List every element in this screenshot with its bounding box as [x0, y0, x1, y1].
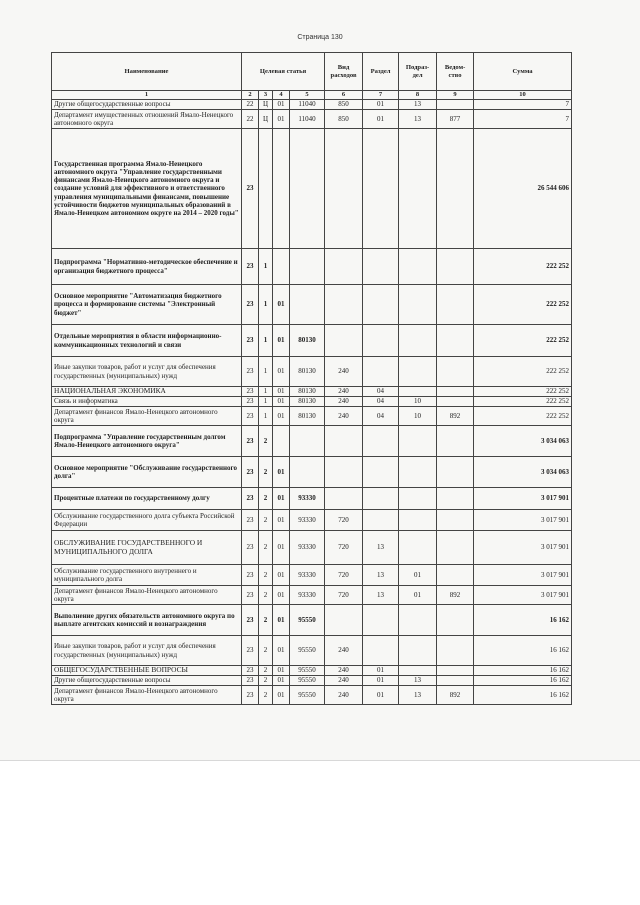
table-row: [52, 565, 572, 586]
cell-name: ОБСЛУЖИВАНИЕ ГОСУДАРСТВЕННОГО И МУНИЦИПАЛЬНОГО ДОЛГА: [52, 531, 242, 565]
cell-dept: [437, 357, 474, 387]
cell-name: Другие общегосударственные вопросы: [52, 100, 242, 110]
table-row: [52, 531, 572, 565]
cell-target-subprogram: 2: [259, 686, 273, 705]
cell-section: [363, 426, 399, 457]
cell-target-program: 22: [242, 110, 259, 129]
cell-dept: [437, 531, 474, 565]
cell-name: Другие общегосударственные вопросы: [52, 676, 242, 686]
cell-target-activity: 01: [273, 387, 290, 397]
table-row: [52, 457, 572, 488]
cell-target-direction: 93330: [290, 510, 325, 531]
column-number: 6: [325, 91, 363, 100]
cell-dept: [437, 387, 474, 397]
table-row: [52, 325, 572, 357]
table-row: [52, 510, 572, 531]
table-row: [52, 666, 572, 676]
cell-sum: 222 252: [474, 249, 572, 285]
cell-name: Отдельные мероприятия в области информационно-коммуникационных технологий и связи: [52, 325, 242, 357]
cell-dept: [437, 488, 474, 510]
cell-section: [363, 285, 399, 325]
cell-section: 01: [363, 100, 399, 110]
cell-target-activity: [273, 249, 290, 285]
cell-name: Обслуживание государственного долга субъекта Российской Федерации: [52, 510, 242, 531]
cell-target-program: 23: [242, 357, 259, 387]
cell-subsection: [399, 457, 437, 488]
cell-name: Основное мероприятие "Автоматизация бюджетного процесса и формирование системы "Электронный бюджет": [52, 285, 242, 325]
cell-target-direction: 93330: [290, 565, 325, 586]
cell-section: [363, 249, 399, 285]
cell-expense-type: 720: [325, 586, 363, 605]
cell-name: Связь и информатика: [52, 397, 242, 407]
cell-name: Иные закупки товаров, работ и услуг для обеспечения государственных (муниципальных) нужд: [52, 357, 242, 387]
cell-target-subprogram: 2: [259, 666, 273, 676]
cell-target-program: 23: [242, 676, 259, 686]
cell-section: [363, 357, 399, 387]
table-row: [52, 686, 572, 705]
cell-sum: 222 252: [474, 325, 572, 357]
cell-expense-type: 850: [325, 100, 363, 110]
cell-dept: [437, 426, 474, 457]
cell-target-subprogram: 1: [259, 249, 273, 285]
table-row: [52, 249, 572, 285]
cell-target-activity: 01: [273, 457, 290, 488]
cell-target-activity: 01: [273, 397, 290, 407]
cell-target-program: 22: [242, 100, 259, 110]
table-body: [52, 100, 572, 705]
cell-sum: 7: [474, 100, 572, 110]
cell-target-activity: 01: [273, 407, 290, 426]
cell-target-activity: 01: [273, 636, 290, 666]
cell-target-direction: 93330: [290, 586, 325, 605]
cell-name: Департамент финансов Ямало-Ненецкого автономного округа: [52, 586, 242, 605]
header-dept: Ведом-ство: [437, 53, 474, 91]
cell-subsection: [399, 666, 437, 676]
cell-dept: 877: [437, 110, 474, 129]
cell-expense-type: 240: [325, 397, 363, 407]
header-sum: Сумма: [474, 53, 572, 91]
cell-target-activity: 01: [273, 565, 290, 586]
cell-target-direction: 95550: [290, 636, 325, 666]
cell-sum: 16 162: [474, 636, 572, 666]
cell-target-subprogram: 2: [259, 636, 273, 666]
cell-target-direction: [290, 457, 325, 488]
cell-target-direction: [290, 285, 325, 325]
cell-sum: 16 162: [474, 666, 572, 676]
column-number: 9: [437, 91, 474, 100]
table-row: [52, 110, 572, 129]
cell-target-program: 23: [242, 387, 259, 397]
cell-sum: 222 252: [474, 357, 572, 387]
cell-subsection: [399, 249, 437, 285]
cell-sum: 3 017 901: [474, 488, 572, 510]
cell-target-subprogram: 2: [259, 605, 273, 636]
cell-name: Обслуживание государственного внутреннего и муниципального долга: [52, 565, 242, 586]
cell-target-program: 23: [242, 129, 259, 249]
cell-dept: [437, 457, 474, 488]
cell-sum: 3 034 063: [474, 426, 572, 457]
column-number: 10: [474, 91, 572, 100]
cell-name: ОБЩЕГОСУДАРСТВЕННЫЕ ВОПРОСЫ: [52, 666, 242, 676]
cell-subsection: [399, 387, 437, 397]
cell-expense-type: 240: [325, 666, 363, 676]
table-row: [52, 387, 572, 397]
cell-expense-type: [325, 605, 363, 636]
header-section: Раздел: [363, 53, 399, 91]
budget-table: [51, 52, 572, 705]
table-row: [52, 407, 572, 426]
table-row: [52, 129, 572, 249]
cell-dept: [437, 100, 474, 110]
cell-target-direction: 11040: [290, 100, 325, 110]
cell-name: Департамент финансов Ямало-Ненецкого автономного округа: [52, 407, 242, 426]
cell-target-direction: 95550: [290, 666, 325, 676]
cell-expense-type: 240: [325, 676, 363, 686]
header-target: Целевая статья: [242, 53, 325, 91]
cell-expense-type: 240: [325, 357, 363, 387]
cell-section: 04: [363, 407, 399, 426]
column-number: 1: [52, 91, 242, 100]
cell-name: Государственная программа Ямало-Ненецкого автономного округа "Управление государственными финансами Ямало-Ненецкого автономного округа и создание условий для эффективного и ответственного управления муниципальными финансами, повышение устойчивости бюджетов муниципальных образований в Ямало-Ненецком автономном округе на 2014 – 2020 годы": [52, 129, 242, 249]
cell-target-activity: 01: [273, 510, 290, 531]
cell-dept: [437, 510, 474, 531]
cell-name: Подпрограмма "Нормативно-методическое обеспечение и организация бюджетного процесса": [52, 249, 242, 285]
cell-expense-type: [325, 129, 363, 249]
cell-name: Выполнение других обязательств автономного округа по выплате агентских комиссий и вознаграждения: [52, 605, 242, 636]
cell-subsection: 13: [399, 676, 437, 686]
header-subsection: Подраз-дел: [399, 53, 437, 91]
cell-target-subprogram: 2: [259, 510, 273, 531]
cell-subsection: [399, 129, 437, 249]
cell-sum: 222 252: [474, 407, 572, 426]
cell-target-activity: 01: [273, 325, 290, 357]
cell-name: Основное мероприятие "Обслуживание государственного долга": [52, 457, 242, 488]
cell-target-direction: [290, 426, 325, 457]
cell-section: 13: [363, 586, 399, 605]
cell-target-activity: 01: [273, 100, 290, 110]
cell-dept: [437, 666, 474, 676]
cell-expense-type: [325, 457, 363, 488]
cell-expense-type: [325, 249, 363, 285]
cell-section: [363, 488, 399, 510]
column-number-row: [52, 91, 572, 100]
cell-target-activity: 01: [273, 531, 290, 565]
table-row: [52, 636, 572, 666]
cell-target-subprogram: 2: [259, 457, 273, 488]
table-row: [52, 426, 572, 457]
cell-sum: 3 034 063: [474, 457, 572, 488]
cell-expense-type: 240: [325, 407, 363, 426]
cell-subsection: [399, 325, 437, 357]
cell-target-subprogram: 1: [259, 285, 273, 325]
cell-expense-type: 720: [325, 510, 363, 531]
cell-name: НАЦИОНАЛЬНАЯ ЭКОНОМИКА: [52, 387, 242, 397]
table-header: [52, 53, 572, 100]
cell-target-program: 23: [242, 605, 259, 636]
table-row: [52, 285, 572, 325]
cell-target-subprogram: 1: [259, 407, 273, 426]
cell-target-direction: 93330: [290, 488, 325, 510]
cell-subsection: 10: [399, 397, 437, 407]
cell-subsection: 01: [399, 586, 437, 605]
cell-target-activity: 01: [273, 488, 290, 510]
table-row: [52, 397, 572, 407]
cell-subsection: [399, 605, 437, 636]
cell-subsection: [399, 510, 437, 531]
cell-target-program: 23: [242, 249, 259, 285]
cell-target-direction: [290, 249, 325, 285]
cell-target-direction: 80130: [290, 397, 325, 407]
cell-dept: [437, 605, 474, 636]
cell-subsection: 01: [399, 565, 437, 586]
cell-target-subprogram: 2: [259, 586, 273, 605]
cell-target-direction: 95550: [290, 676, 325, 686]
cell-name: Департамент финансов Ямало-Ненецкого автономного округа: [52, 686, 242, 705]
cell-expense-type: [325, 488, 363, 510]
cell-target-direction: 95550: [290, 686, 325, 705]
cell-sum: 7: [474, 110, 572, 129]
header-name: Наименование: [52, 53, 242, 91]
cell-sum: 16 162: [474, 676, 572, 686]
cell-section: 01: [363, 110, 399, 129]
table-row: [52, 605, 572, 636]
table-row: [52, 357, 572, 387]
cell-target-direction: 80130: [290, 325, 325, 357]
column-number: 2: [242, 91, 259, 100]
cell-target-program: 23: [242, 510, 259, 531]
cell-section: [363, 325, 399, 357]
column-number: 3: [259, 91, 273, 100]
cell-target-subprogram: 2: [259, 676, 273, 686]
cell-target-subprogram: 2: [259, 565, 273, 586]
cell-target-program: 23: [242, 285, 259, 325]
cell-expense-type: 720: [325, 565, 363, 586]
cell-sum: 222 252: [474, 397, 572, 407]
column-number: 7: [363, 91, 399, 100]
cell-target-activity: 01: [273, 285, 290, 325]
cell-target-direction: 80130: [290, 407, 325, 426]
column-number: 5: [290, 91, 325, 100]
cell-target-program: 23: [242, 636, 259, 666]
cell-name: Подпрограмма "Управление государственным долгом Ямало-Ненецкого автономного округа": [52, 426, 242, 457]
cell-section: 13: [363, 531, 399, 565]
page-label: Страница 130: [297, 34, 343, 41]
cell-subsection: [399, 531, 437, 565]
cell-dept: 892: [437, 407, 474, 426]
cell-expense-type: [325, 426, 363, 457]
cell-sum: 3 017 901: [474, 510, 572, 531]
cell-target-program: 23: [242, 565, 259, 586]
cell-subsection: [399, 285, 437, 325]
cell-expense-type: [325, 325, 363, 357]
cell-target-program: 23: [242, 531, 259, 565]
cell-target-subprogram: 2: [259, 488, 273, 510]
cell-sum: 26 544 606: [474, 129, 572, 249]
cell-target-subprogram: 1: [259, 397, 273, 407]
cell-section: 01: [363, 676, 399, 686]
cell-target-program: 23: [242, 686, 259, 705]
cell-section: [363, 129, 399, 249]
cell-target-subprogram: 1: [259, 387, 273, 397]
cell-target-subprogram: 2: [259, 426, 273, 457]
cell-section: [363, 510, 399, 531]
cell-expense-type: 240: [325, 686, 363, 705]
cell-section: 01: [363, 666, 399, 676]
cell-name: Процентные платежи по государственному долгу: [52, 488, 242, 510]
cell-subsection: [399, 636, 437, 666]
cell-section: 01: [363, 686, 399, 705]
column-number: 4: [273, 91, 290, 100]
cell-expense-type: 720: [325, 531, 363, 565]
header-expense-type: Вид расходов: [325, 53, 363, 91]
cell-expense-type: 240: [325, 387, 363, 397]
cell-subsection: [399, 488, 437, 510]
cell-sum: 3 017 901: [474, 531, 572, 565]
cell-dept: [437, 325, 474, 357]
cell-subsection: 10: [399, 407, 437, 426]
cell-target-activity: [273, 426, 290, 457]
cell-target-program: 23: [242, 457, 259, 488]
cell-dept: [437, 397, 474, 407]
cell-target-subprogram: 1: [259, 357, 273, 387]
cell-dept: [437, 636, 474, 666]
cell-target-subprogram: Ц: [259, 110, 273, 129]
cell-target-direction: 80130: [290, 387, 325, 397]
table-row: [52, 586, 572, 605]
cell-dept: [437, 676, 474, 686]
cell-target-direction: 80130: [290, 357, 325, 387]
cell-target-direction: 11040: [290, 110, 325, 129]
cell-expense-type: [325, 285, 363, 325]
cell-sum: 3 017 901: [474, 586, 572, 605]
cell-subsection: 13: [399, 686, 437, 705]
cell-target-program: 23: [242, 488, 259, 510]
cell-target-activity: 01: [273, 686, 290, 705]
cell-subsection: [399, 426, 437, 457]
cell-target-activity: 01: [273, 586, 290, 605]
cell-section: 04: [363, 387, 399, 397]
cell-name: Иные закупки товаров, работ и услуг для обеспечения государственных (муниципальных) нужд: [52, 636, 242, 666]
cell-sum: 222 252: [474, 387, 572, 397]
cell-expense-type: 850: [325, 110, 363, 129]
cell-section: [363, 605, 399, 636]
cell-sum: 16 162: [474, 605, 572, 636]
cell-sum: 16 162: [474, 686, 572, 705]
cell-section: [363, 636, 399, 666]
cell-name: Департамент имущественных отношений Ямало-Ненецкого автономного округа: [52, 110, 242, 129]
cell-target-program: 23: [242, 325, 259, 357]
cell-target-activity: 01: [273, 666, 290, 676]
table-row: [52, 488, 572, 510]
cell-dept: [437, 565, 474, 586]
cell-target-program: 23: [242, 397, 259, 407]
cell-dept: 892: [437, 586, 474, 605]
cell-target-program: 23: [242, 586, 259, 605]
cell-sum: 222 252: [474, 285, 572, 325]
cell-subsection: [399, 357, 437, 387]
cell-dept: [437, 249, 474, 285]
cell-section: 13: [363, 565, 399, 586]
cell-sum: 3 017 901: [474, 565, 572, 586]
cell-target-program: 23: [242, 666, 259, 676]
cell-target-activity: 01: [273, 357, 290, 387]
cell-target-subprogram: [259, 129, 273, 249]
cell-target-subprogram: 1: [259, 325, 273, 357]
cell-expense-type: 240: [325, 636, 363, 666]
cell-target-activity: 01: [273, 676, 290, 686]
cell-section: 04: [363, 397, 399, 407]
cell-target-subprogram: Ц: [259, 100, 273, 110]
cell-dept: [437, 285, 474, 325]
cell-target-direction: 95550: [290, 605, 325, 636]
table-row: [52, 100, 572, 110]
cell-dept: [437, 129, 474, 249]
cell-target-activity: 01: [273, 605, 290, 636]
cell-target-program: 23: [242, 407, 259, 426]
cell-target-subprogram: 2: [259, 531, 273, 565]
cell-target-direction: 93330: [290, 531, 325, 565]
cell-subsection: 13: [399, 100, 437, 110]
cell-target-direction: [290, 129, 325, 249]
cell-subsection: 13: [399, 110, 437, 129]
table-row: [52, 676, 572, 686]
column-number: 8: [399, 91, 437, 100]
cell-section: [363, 457, 399, 488]
cell-target-activity: [273, 129, 290, 249]
cell-target-activity: 01: [273, 110, 290, 129]
cell-target-program: 23: [242, 426, 259, 457]
cell-dept: 892: [437, 686, 474, 705]
